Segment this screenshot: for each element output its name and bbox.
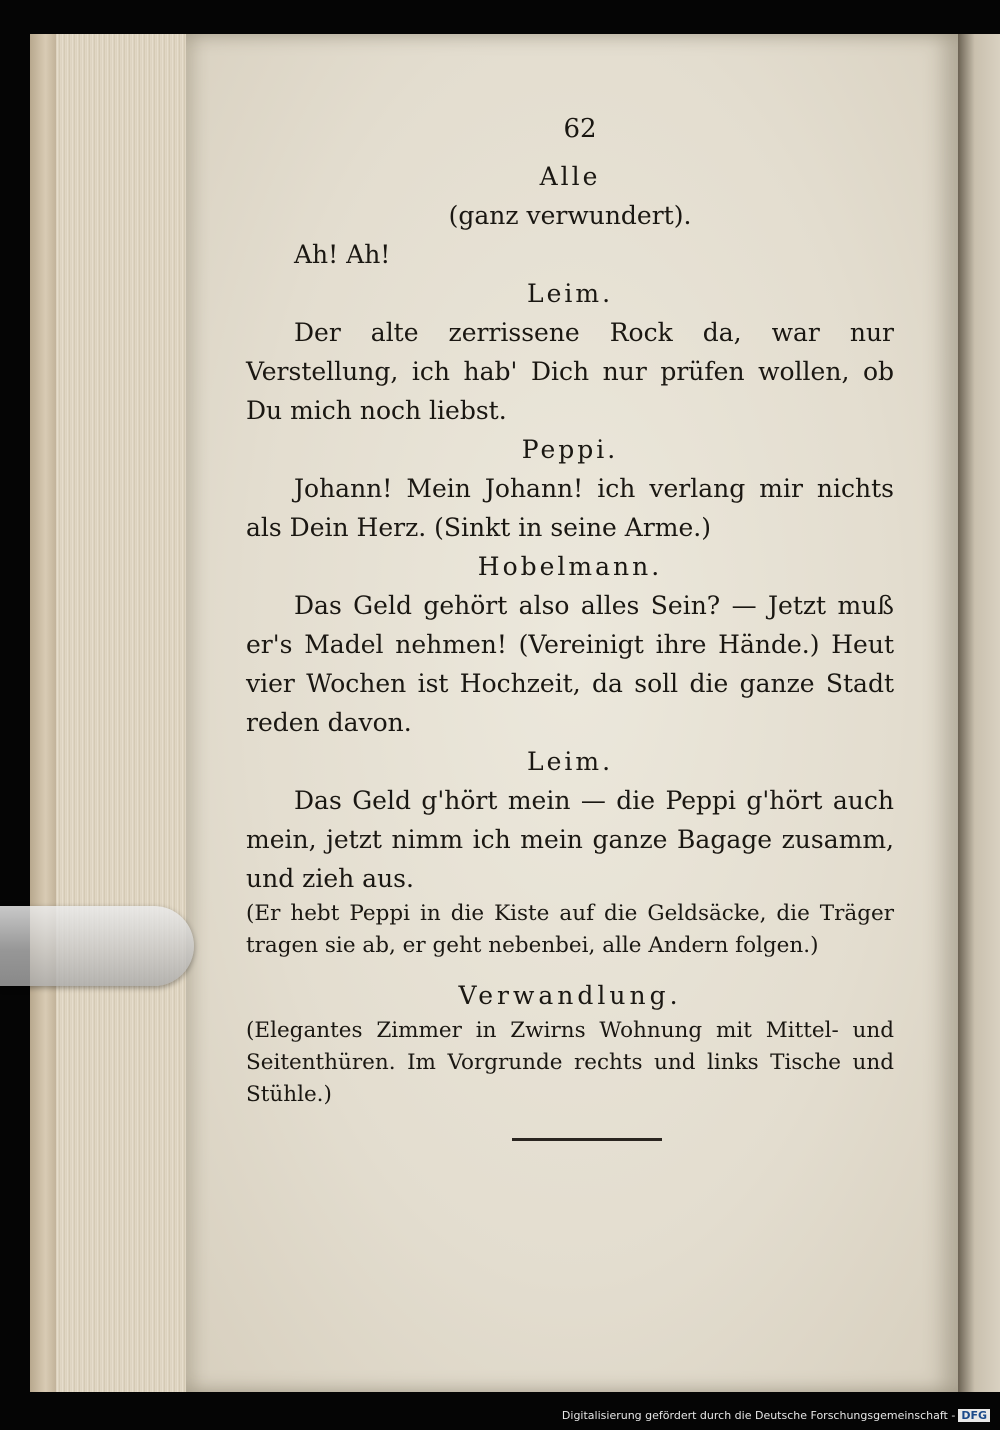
speaker-name: Leim. <box>526 279 614 308</box>
speaker-name: Leim. <box>526 747 614 776</box>
page-holder-clip <box>0 906 194 986</box>
page-number: 62 <box>563 114 597 144</box>
stage-direction: (Elegantes Zimmer in Zwirns Wohnung mit Mittel- und Seitenthüren. Im Vorgrunde rechts und links Tische und Stühle.) <box>246 1018 894 1107</box>
dialogue-line: Ah! Ah! <box>294 240 391 269</box>
credit-text: Digitalisierung gefördert durch die Deutsche Forschungsgemeinschaft - <box>561 1409 956 1422</box>
speaker-name: Hobelmann. <box>477 552 663 581</box>
speaker-name: Peppi. <box>521 435 619 464</box>
speaker-name: Alle <box>539 162 601 191</box>
book-edge <box>30 34 56 1392</box>
scene-heading: Verwandlung. <box>458 981 682 1010</box>
dialogue-line: Der alte zerrissene Rock da, war nur Verstellung, ich hab' Dich nur prüfen wollen, ob Du mich noch liebst. <box>246 318 894 425</box>
section-divider <box>512 1138 662 1141</box>
digitization-credit <box>562 1409 990 1422</box>
dialogue-line: Das Geld g'hört mein — die Peppi g'hört auch mein, jetzt nimm ich mein ganze Bagage zusamm, und zieh aus. <box>246 786 894 893</box>
dialogue-line: Johann! Mein Johann! ich verlang mir nichts als Dein Herz. (Sinkt in seine Arme.) <box>246 474 894 542</box>
stage-direction: (Er hebt Peppi in die Kiste auf die Geldsäcke, die Träger tragen sie ab, er geht nebenbei, alle Andern folgen.) <box>246 901 894 958</box>
stage-direction: (ganz verwundert). <box>448 201 692 230</box>
dialogue-line: Das Geld gehört also alles Sein? — Jetzt muß er's Madel nehmen! (Vereinigt ihre Hände.) Heut vier Wochen ist Hochzeit, da soll die ganze Stadt reden davon. <box>246 591 894 737</box>
page-stack <box>56 34 196 1392</box>
adjacent-page-edge <box>958 34 1000 1392</box>
dfg-logo: DFG <box>958 1409 990 1422</box>
page-text <box>246 110 894 1111</box>
